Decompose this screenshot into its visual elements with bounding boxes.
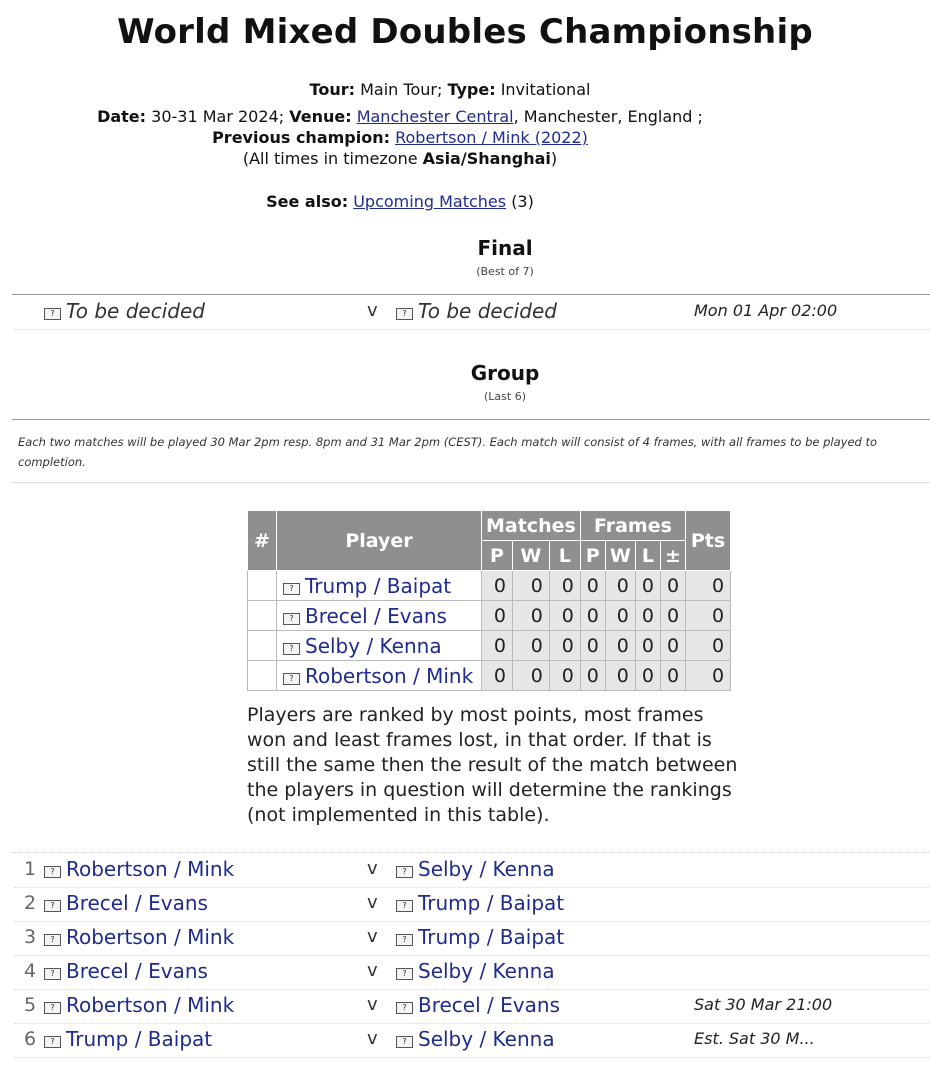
stat-cell: 0: [660, 601, 685, 631]
stat-cell: 0: [580, 631, 605, 661]
player-cell: [277, 601, 482, 631]
stat-cell: 0: [482, 661, 513, 691]
player-cell: [277, 661, 482, 691]
stat-cell: 0: [605, 601, 635, 631]
player-cell: [277, 571, 482, 601]
rank-cell: [248, 661, 277, 691]
flag-icon: ?: [396, 1036, 413, 1048]
match-player1: [44, 921, 234, 955]
final-heading: Final: [477, 236, 533, 260]
page-title: World Mixed Doubles Championship: [117, 12, 813, 52]
flag-icon: ?: [44, 934, 61, 946]
match-number: 3: [24, 926, 37, 948]
match-player2: [396, 921, 564, 955]
header-rank: #: [248, 511, 277, 571]
see-also: See also: Upcoming Matches (3): [266, 192, 534, 211]
final-match-row: [14, 295, 930, 330]
pts-cell: 0: [686, 601, 731, 631]
player-link[interactable]: Robertson / Mink: [66, 857, 235, 881]
pts-cell: 0: [686, 661, 731, 691]
timezone-info: (All times in timezone Asia/Shanghai): [242, 149, 558, 168]
flag-icon: ?: [283, 583, 300, 595]
date-venue-info: Date: 30-31 Mar 2024; Venue: Manchester Central, Manchester, England ;: [97, 107, 703, 126]
match-time: Sat 30 Mar 21:00: [694, 995, 833, 1014]
stat-cell: 0: [512, 631, 549, 661]
header-frames-w: W: [605, 541, 635, 571]
flag-icon: ?: [44, 1036, 61, 1048]
stat-cell: 0: [549, 631, 580, 661]
match-player1: [44, 1023, 212, 1057]
vs-label: v: [367, 1028, 378, 1049]
group-divider: [12, 419, 930, 420]
previous-champion-link[interactable]: Robertson / Mink (2022): [395, 128, 588, 147]
player-link[interactable]: Robertson / Mink: [66, 925, 235, 949]
player-link[interactable]: Brecel / Evans: [66, 891, 208, 915]
flag-icon: ?: [44, 968, 61, 980]
stat-cell: 0: [635, 601, 660, 631]
group-match-row: [14, 955, 930, 990]
player-link[interactable]: Brecel / Evans: [305, 603, 447, 628]
flag-icon: ?: [396, 934, 413, 946]
header-w: W: [512, 541, 549, 571]
match-player1: [44, 887, 208, 921]
match-player2: [396, 853, 555, 887]
final-player1: ? To be decided: [44, 295, 205, 327]
group-subtitle: (Last 6): [484, 390, 526, 403]
match-player1: [44, 989, 234, 1023]
group-heading: Group: [470, 361, 540, 385]
stat-cell: 0: [580, 661, 605, 691]
flag-icon: ?: [396, 866, 413, 878]
flag-icon: ?: [283, 613, 300, 625]
header-l: L: [549, 541, 580, 571]
header-pts: Pts: [686, 511, 731, 571]
match-time: Est. Sat 30 M...: [694, 1029, 815, 1048]
player-link[interactable]: Robertson / Mink: [66, 993, 235, 1017]
pts-cell: 0: [686, 571, 731, 601]
stat-cell: 0: [512, 601, 549, 631]
match-number: 5: [24, 994, 37, 1016]
flag-icon: ?: [283, 673, 300, 685]
stat-cell: 0: [549, 571, 580, 601]
venue-link[interactable]: Manchester Central: [356, 107, 514, 126]
rank-cell: [248, 631, 277, 661]
player-link[interactable]: Brecel / Evans: [418, 993, 560, 1017]
player-cell: [277, 631, 482, 661]
stat-cell: 0: [635, 631, 660, 661]
group-match-row: [14, 887, 930, 922]
standings-table: [247, 510, 731, 691]
flag-icon: ?: [283, 643, 300, 655]
stat-cell: 0: [635, 571, 660, 601]
flag-icon: ?: [44, 866, 61, 878]
player-link[interactable]: Selby / Kenna: [418, 959, 555, 983]
vs-label: v: [367, 960, 378, 981]
match-player2: [396, 887, 564, 921]
stat-cell: 0: [605, 571, 635, 601]
stat-cell: 0: [482, 631, 513, 661]
player-link[interactable]: Selby / Kenna: [305, 633, 442, 658]
flag-icon: ?: [44, 900, 61, 912]
stat-cell: 0: [660, 661, 685, 691]
match-number: 1: [24, 858, 37, 880]
final-player2: ? To be decided: [396, 295, 557, 327]
group-match-row: [14, 1023, 930, 1058]
player-link[interactable]: Trump / Baipat: [66, 1027, 213, 1051]
stat-cell: 0: [512, 571, 549, 601]
flag-icon: ?: [396, 1002, 413, 1014]
match-player2: [396, 955, 555, 989]
match-player1: [44, 955, 208, 989]
final-subtitle: (Best of 7): [476, 265, 534, 278]
stat-cell: 0: [660, 631, 685, 661]
flag-icon: ?: [396, 900, 413, 912]
group-match-row: [14, 921, 930, 956]
player-link[interactable]: Selby / Kenna: [418, 1027, 555, 1051]
player-link[interactable]: Robertson / Mink: [305, 663, 474, 688]
stat-cell: 0: [635, 661, 660, 691]
stat-cell: 0: [549, 661, 580, 691]
header-matches: Matches: [482, 511, 581, 541]
note-divider: [12, 482, 930, 483]
flag-icon: ?: [44, 1002, 61, 1014]
pts-cell: 0: [686, 631, 731, 661]
stat-cell: 0: [580, 601, 605, 631]
player-link[interactable]: Trump / Baipat: [418, 925, 565, 949]
player-link[interactable]: Brecel / Evans: [66, 959, 208, 983]
flag-icon: ?: [396, 968, 413, 980]
table-row: [248, 661, 731, 691]
table-row: [248, 631, 731, 661]
rank-cell: [248, 601, 277, 631]
match-number: 2: [24, 892, 37, 914]
table-row: [248, 571, 731, 601]
stat-cell: 0: [660, 571, 685, 601]
stat-cell: 0: [605, 661, 635, 691]
stat-cell: 0: [482, 601, 513, 631]
header-frames-l: L: [635, 541, 660, 571]
match-player1: [44, 853, 234, 887]
group-note: Each two matches will be played 30 Mar 2pm resp. 8pm and 31 Mar 2pm (CEST). Each match will consist of 4 frames, with all frames to be played to completion.: [18, 435, 878, 469]
stat-cell: 0: [605, 631, 635, 661]
group-match-row: [14, 853, 930, 888]
table-row: [248, 601, 731, 631]
stat-cell: 0: [482, 571, 513, 601]
header-frames: Frames: [580, 511, 685, 541]
vs-label: v: [367, 858, 378, 879]
vs-label: v: [367, 926, 378, 947]
flag-icon: ?: [396, 308, 413, 320]
stat-cell: 0: [580, 571, 605, 601]
group-match-row: [14, 989, 930, 1024]
header-player: Player: [277, 511, 482, 571]
header-p: P: [482, 541, 513, 571]
player-link[interactable]: Trump / Baipat: [418, 891, 565, 915]
upcoming-matches-link[interactable]: Upcoming Matches: [353, 192, 507, 211]
match-number: 4: [24, 960, 37, 982]
player-link[interactable]: Trump / Baipat: [305, 573, 452, 598]
vs-label: v: [367, 892, 378, 913]
stat-cell: 0: [512, 661, 549, 691]
stat-cell: 0: [549, 601, 580, 631]
previous-champion-info: Previous champion: Robertson / Mink (2022): [212, 128, 588, 147]
ranking-note: Players are ranked by most points, most frames won and least frames lost, in that order. If that is still the same then the result of the match between the players in question will determine the rankings (not implemented in this table).: [247, 704, 738, 826]
vs-label: v: [367, 300, 378, 321]
rank-cell: [248, 571, 277, 601]
match-number: 6: [24, 1028, 37, 1050]
flag-icon: ?: [44, 308, 61, 320]
match-player2: [396, 989, 560, 1023]
header-frames-diff: ±: [660, 541, 685, 571]
vs-label: v: [367, 994, 378, 1015]
match-player2: [396, 1023, 555, 1057]
final-match-time: Mon 01 Apr 02:00: [694, 301, 838, 320]
player-link[interactable]: Selby / Kenna: [418, 857, 555, 881]
tour-info: Tour: Main Tour; Type: Invitational: [309, 80, 591, 99]
header-frames-p: P: [580, 541, 605, 571]
